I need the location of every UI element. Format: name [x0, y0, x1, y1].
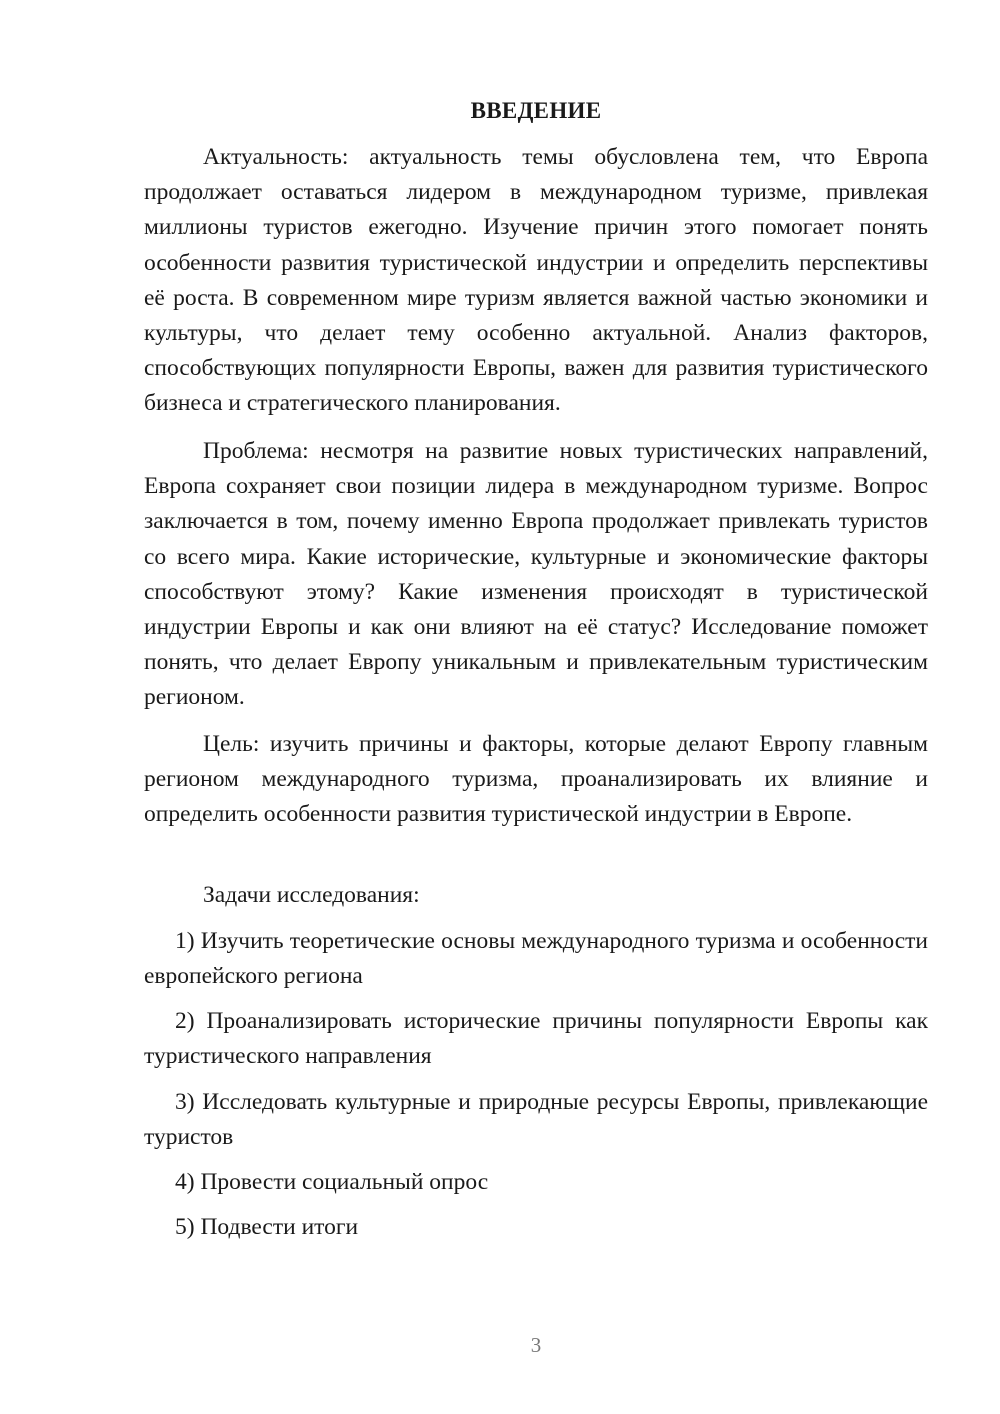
task-item: 5) Подвести итоги	[175, 1214, 359, 1240]
tasks-heading: Задачи исследования:	[203, 882, 420, 908]
page-number: 3	[530, 1333, 542, 1357]
task-item: 3) Исследовать культурные и природные ресурсы Европы, привлекающие туристов	[144, 1089, 928, 1151]
paragraph-goal: Цель: изучить причины и факторы, которые делают Европу главным регионом международного туризма, проанализировать их влияние и определить особенности развития туристической индустрии в Европе.	[144, 731, 928, 828]
task-item: 4) Провести социальный опрос	[175, 1169, 489, 1195]
task-item: 1) Изучить теоретические основы международного туризма и особенности европейского региона	[144, 928, 928, 990]
paragraph-relevance: Актуальность: актуальность темы обусловлена тем, что Европа продолжает оставаться лидером в международном туризме, привлекая миллионы туристов ежегодно. Изучение причин этого помогает понять особенности развития туристической индустрии и определить перспективы её роста. В современном мире туризм является важной частью экономики и культуры, что делает тему особенно актуальной. Анализ факторов, способствующих популярности Европы, важен для развития туристического бизнеса и стратегического планирования.	[144, 144, 928, 417]
task-item: 2) Проанализировать исторические причины популярности Европы как туристического направления	[144, 1008, 928, 1070]
section-title: ВВЕДЕНИЕ	[470, 98, 602, 123]
paragraph-problem: Проблема: несмотря на развитие новых туристических направлений, Европа сохраняет свои позиции лидера в международном туризме. Вопрос заключается в том, почему именно Европа продолжает привлекать туристов со всего мира. Какие исторические, культурные и экономические факторы способствуют этому? Какие изменения происходят в туристической индустрии Европы и как они влияют на её статус? Исследование поможет понять, что делает Европу уникальным и привлекательным туристическим регионом.	[144, 438, 928, 711]
